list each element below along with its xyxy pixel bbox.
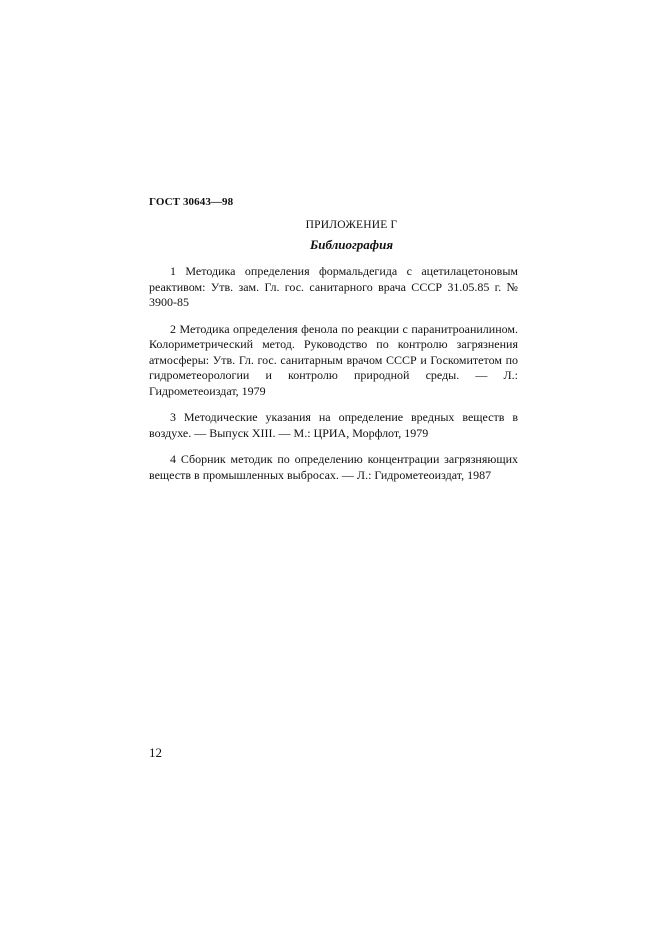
section-title-text: Библиография: [309, 237, 394, 252]
bibliography-entry: 3 Методические указания на определение вредных веществ в воздухе. — Выпуск XIII. — М.: ЦРИА, Морфлот, 1979: [149, 410, 518, 440]
annex-label: [0, 219, 661, 231]
bibliography-entry: 2 Методика определения фенола по реакции с паранитроанилином. Колориметрический метод. Руководство по контролю загрязнения атмосферы: Утв. Гл. гос. санитарным врачом СССР и Госкомитетом по гидрометеорологии и контролю природной среды. — Л.: Гидрометеоиздат, 1979: [149, 321, 518, 398]
bibliography-list: [149, 264, 518, 494]
annex-label-text: ПРИЛОЖЕНИЕ Г: [305, 219, 398, 231]
section-title: [0, 237, 661, 253]
bibliography-entry: 4 Сборник методик по определению концентрации загрязняющих веществ в промышленных выбросах. — Л.: Гидрометеоиздат, 1987: [149, 452, 518, 482]
bibliography-entry: 1 Методика определения формальдегида с ацетилацетоновым реактивом: Утв. зам. Гл. гос. санитарного врача СССР 31.05.85 г. № 3900-85: [149, 264, 518, 309]
standard-code: ГОСТ 30643—98: [149, 196, 234, 208]
page-number: 12: [149, 745, 162, 760]
